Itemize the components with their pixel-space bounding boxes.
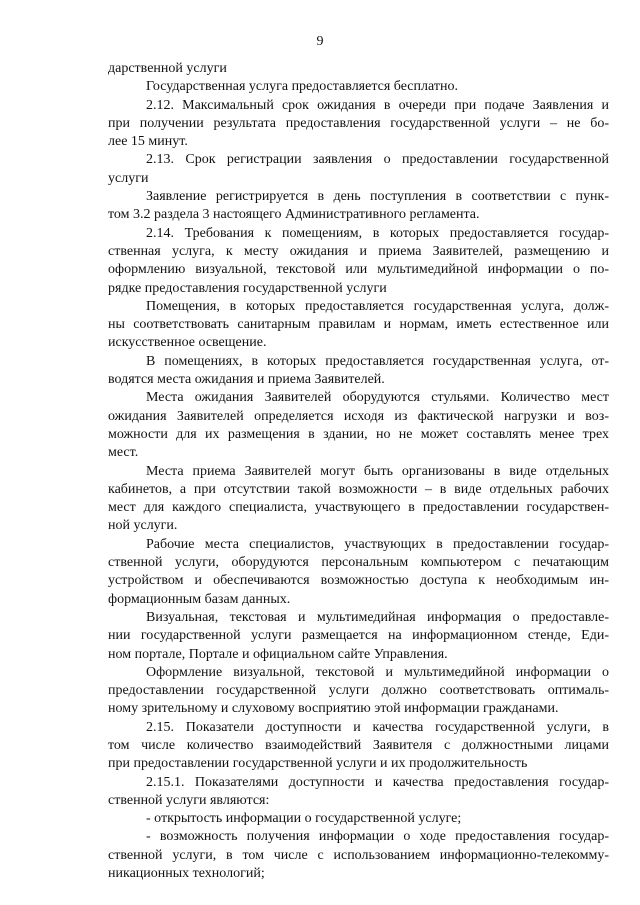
text-line: ожидания Заявителей определяется исходя из фактической нагрузки и воз- bbox=[108, 408, 609, 424]
text-line: Визуальная, текстовая и мультимедийная информация о предоставле- bbox=[146, 609, 609, 625]
text-line: ной услуги. bbox=[108, 518, 178, 534]
text-line: Рабочие места специалистов, участвующих в предоставлении государ- bbox=[146, 536, 609, 552]
text-line: Помещения, в которых предоставляется государственная услуга, долж- bbox=[146, 298, 609, 314]
text-line: Заявление регистрируется в день поступления в соответствии с пунк- bbox=[146, 189, 609, 205]
text-line: ном портале, Портале и официальном сайте Управления. bbox=[108, 646, 448, 662]
text-line: нии государственной услуги размещается на информационном стенде, Еди- bbox=[108, 628, 609, 644]
text-line: том 3.2 раздела 3 настоящего Административного регламента. bbox=[108, 207, 480, 223]
text-line: можности для их размещения в здании, но не может составлять менее трех bbox=[108, 426, 609, 442]
text-line: - открытость информации о государственной услуге; bbox=[146, 811, 462, 827]
text-line: кабинетов, а при отсутствии такой возможности – в виде отдельных рабочих bbox=[108, 481, 609, 497]
text-line: мест для каждого специалиста, участвующего в предоставлении государствен- bbox=[108, 500, 609, 516]
text-line: никационных технологий; bbox=[108, 866, 265, 882]
text-line: ственной услуги являются: bbox=[108, 792, 270, 808]
text-line: устройством и обеспечиваются возможностью доступа к необходимым ин- bbox=[108, 573, 609, 589]
page-number: 9 bbox=[316, 34, 324, 49]
text-line: 2.15.1. Показателями доступности и качества предоставления государ- bbox=[146, 774, 609, 790]
text-line: 2.15. Показатели доступности и качества государственной услуги, в bbox=[146, 719, 609, 735]
text-line: при предоставлении государственной услуги и их продолжительность bbox=[108, 756, 528, 772]
text-line: услуги bbox=[108, 170, 149, 186]
text-line: оформлению визуальной, текстовой или мультимедийной информации о по- bbox=[108, 262, 609, 278]
text-line: дарственной услуги bbox=[108, 61, 227, 76]
text-line: 2.14. Требования к помещениям, в которых предоставляется государ- bbox=[146, 225, 609, 241]
text-line: искусственное освещение. bbox=[108, 335, 267, 351]
text-line: ны соответствовать санитарным правилам и нормам, иметь естественное или bbox=[108, 317, 609, 333]
text-line: - возможность получения информации о ходе предоставления государ- bbox=[146, 829, 609, 845]
text-line: мест. bbox=[108, 445, 139, 461]
document-body bbox=[108, 60, 609, 883]
text-line: том числе количество взаимодействий Заявителя с должностными лицами bbox=[108, 737, 609, 753]
text-line: водятся места ожидания и приема Заявителей. bbox=[108, 372, 385, 388]
text-line: формационным базам данных. bbox=[108, 591, 291, 607]
text-line: Оформление визуальной, текстовой и мультимедийной информации о bbox=[146, 664, 609, 680]
text-line: ному зрительному и слуховому восприятию этой информации гражданами. bbox=[108, 701, 559, 717]
text-line: В помещениях, в которых предоставляется государственная услуга, от- bbox=[146, 353, 609, 369]
text-line: предоставлении государственной услуги должно соответствовать оптималь- bbox=[108, 683, 609, 699]
text-line: рядке предоставления государственной услуги bbox=[108, 280, 387, 296]
text-line: лее 15 минут. bbox=[108, 134, 188, 150]
text-line: 2.12. Максимальный срок ожидания в очереди при подаче Заявления и bbox=[146, 97, 609, 113]
text-line: ственная услуга, к месту ожидания и приема Заявителей, размещению и bbox=[108, 243, 609, 259]
text-line: при получении результата предоставления государственной услуги – не бо- bbox=[108, 115, 609, 131]
text-line: Места приема Заявителей могут быть организованы в виде отдельных bbox=[146, 463, 609, 479]
text-line: 2.13. Срок регистрации заявления о предоставлении государственной bbox=[146, 152, 609, 168]
text-line: Места ожидания Заявителей оборудуются стульями. Количество мест bbox=[146, 390, 609, 406]
text-line: ственной услуги, в том числе с использованием информационно-телекомму- bbox=[108, 847, 609, 863]
text-line: Государственная услуга предоставляется бесплатно. bbox=[146, 79, 458, 95]
text-line: ственной услуги, оборудуются персональным компьютером с печатающим bbox=[108, 555, 609, 571]
